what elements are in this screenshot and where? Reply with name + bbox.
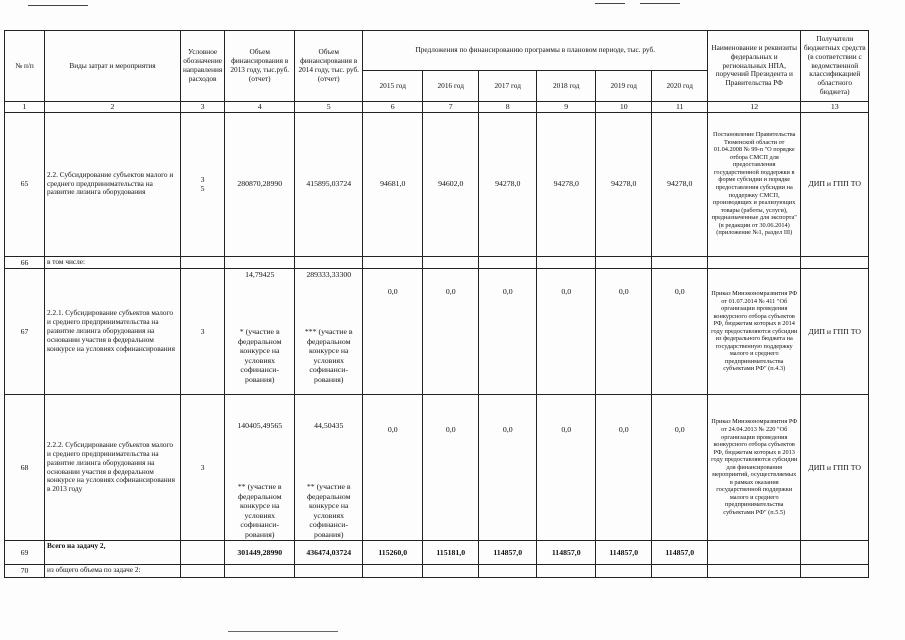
total-2014: 436474,03724 — [295, 541, 363, 565]
value-2015: 94681,0 — [363, 112, 423, 256]
header-year: 2016 год — [423, 71, 479, 102]
value-2014-amount: 44,50435 — [314, 421, 344, 430]
value-2018: 94278,0 — [537, 112, 596, 256]
value-2017: 0,0 — [479, 395, 537, 541]
row-number: 65 — [5, 112, 45, 256]
index-row — [5, 102, 869, 113]
index-cell: 8 — [479, 102, 537, 113]
value-2018: 0,0 — [537, 395, 596, 541]
row-title: 2.2.1. Субсидирование субъектов малого и среднего предпринимательства на развитие лизинга оборудования на основании участия в федеральном конкурсе на условиях софинансирования — [45, 269, 181, 395]
recipient: ДИП и ГПП ТО — [801, 395, 869, 541]
value-2016: 0,0 — [423, 395, 479, 541]
row-title: 2.2. Субсидирование субъектов малого и среднего предпринимательства на развитие лизинга оборудования — [45, 112, 181, 256]
row-title: Всего на задачу 2, — [45, 541, 181, 565]
table-row-69 — [5, 541, 869, 565]
index-cell: 7 — [423, 102, 479, 113]
financing-table — [4, 30, 869, 578]
total-2013: 301449,28990 — [225, 541, 295, 565]
row-number: 66 — [5, 256, 45, 269]
header-vol-2013: Объем финансирования в 2013 году, тыс.руб. (отчет) — [225, 31, 295, 102]
header-num: № п/п — [5, 31, 45, 102]
total-2016: 115181,0 — [423, 541, 479, 565]
value-2015: 0,0 — [363, 269, 423, 395]
cond-code: 3 — [200, 174, 205, 184]
recipient: ДИП и ГПП ТО — [801, 269, 869, 395]
npa-reference: Приказ Минэкономразвития РФ от 24.04.2013 № 220 "Об организации проведения конкурсного отбора субъектов РФ, бюджетам которых в 2013 году предоставляются субсидии для финансирования мероприятий, осуществляемых в рамках оказания государственной поддержки малого и среднего предпринимательства субъектами РФ" (п.5.5) — [708, 395, 801, 541]
row-number: 70 — [5, 565, 45, 578]
index-cell: 3 — [181, 102, 225, 113]
total-2018: 114857,0 — [537, 541, 596, 565]
value-2014: 415895,03724 — [295, 112, 363, 256]
row-cond: 3 — [181, 269, 225, 395]
table-row-65 — [5, 112, 869, 256]
header-types: Виды затрат и мероприятия — [45, 31, 181, 102]
value-2019: 94278,0 — [596, 112, 652, 256]
value-2013-note: * (участие в федеральном конкурсе на условиях софинанси-рования) — [237, 327, 282, 384]
value-2015: 0,0 — [363, 395, 423, 541]
value-2020: 0,0 — [652, 395, 708, 541]
header-vol-2014: Объем финансирования в 2014 году, тыс. руб. (отчет) — [295, 31, 363, 102]
value-2017: 94278,0 — [479, 112, 537, 256]
total-2020: 114857,0 — [652, 541, 708, 565]
scan-mark — [640, 3, 680, 4]
table-row-67 — [5, 269, 869, 395]
row-cond — [181, 112, 225, 256]
row-number: 67 — [5, 269, 45, 395]
header-row — [5, 31, 869, 71]
value-2013: 280870,28990 — [225, 112, 295, 256]
value-2014 — [295, 395, 363, 541]
index-cell: 10 — [596, 102, 652, 113]
value-2016: 0,0 — [423, 269, 479, 395]
row-cond: 3 — [181, 395, 225, 541]
total-2015: 115260,0 — [363, 541, 423, 565]
header-cond: Условное обозначение направления расходов — [181, 31, 225, 102]
value-2020: 0,0 — [652, 269, 708, 395]
index-cell: 5 — [295, 102, 363, 113]
value-2014-note: *** (участие в федеральном конкурсе на условиях софинанси-рования) — [304, 327, 353, 384]
header-proposals: Предложения по финансированию программы в плановом периоде, тыс. руб. — [363, 31, 708, 71]
value-2013-note: ** (участие в федеральном конкурсе на условиях софинанси-рования) — [237, 482, 282, 539]
index-cell: 6 — [363, 102, 423, 113]
table-row-68 — [5, 395, 869, 541]
value-2017: 0,0 — [479, 269, 537, 395]
index-cell: 1 — [5, 102, 45, 113]
header-recipients: Получатели бюджетных средств (в соответствии с ведомственной классификацией областного бюджета) — [801, 31, 869, 102]
value-2020: 94278,0 — [652, 112, 708, 256]
npa-reference: Постановление Правительства Тюменской области от 01.04.2008 № 99-п "О порядке отбора СМСП для предоставления государственной поддержки в форме субсидии и порядке предоставления субсидии на поддержку СМСП, производящих и реализующих товары (работы, услуги), предназначенные для экспорта" (в редакции от 30.06.2014) (приложение №1, раздел III) — [708, 112, 801, 256]
index-cell: 9 — [537, 102, 596, 113]
header-year: 2017 год — [479, 71, 537, 102]
index-cell: 4 — [225, 102, 295, 113]
row-number: 68 — [5, 395, 45, 541]
value-2014-amount: 289333,33300 — [306, 270, 352, 279]
value-2013 — [225, 395, 295, 541]
value-2013 — [225, 269, 295, 395]
index-cell: 2 — [45, 102, 181, 113]
table-row-70 — [5, 565, 869, 578]
row-title: из общего объема по задаче 2: — [45, 565, 181, 578]
row-number: 69 — [5, 541, 45, 565]
index-cell: 12 — [708, 102, 801, 113]
value-2014-note: ** (участие в федеральном конкурсе на условиях софинанси-рования) — [306, 482, 351, 539]
index-cell: 11 — [652, 102, 708, 113]
header-year: 2018 год — [537, 71, 596, 102]
header-year: 2019 год — [596, 71, 652, 102]
scan-mark — [595, 3, 625, 4]
value-2013-amount: 140405,49565 — [237, 421, 283, 430]
cond-code: 5 — [200, 184, 205, 193]
value-2016: 94602,0 — [423, 112, 479, 256]
recipient: ДИП и ГПП ТО — [801, 112, 869, 256]
header-year: 2015 год — [363, 71, 423, 102]
total-2017: 114857,0 — [479, 541, 537, 565]
value-2019: 0,0 — [596, 269, 652, 395]
npa-reference: Приказ Минэкономразвития РФ от 01.07.2014 № 411 "Об организации проведения конкурсного отбора субъектов РФ, бюджетам которых в 2014 году предоставляются субсидии из федерального бюджета на государственную поддержку малого и среднего предпринимательства субъектами РФ" (п.4.3) — [708, 269, 801, 395]
total-2019: 114857,0 — [596, 541, 652, 565]
table-row-66 — [5, 256, 869, 269]
row-title: 2.2.2. Субсидирование субъектов малого и среднего предпринимательства на развитие лизинга оборудования на основании участия в федеральном конкурсе на условиях софинансирования в 2013 году — [45, 395, 181, 541]
value-2013-amount: 14,79425 — [245, 270, 275, 279]
row-title: в том числе: — [45, 256, 181, 269]
value-2019: 0,0 — [596, 395, 652, 541]
scan-mark — [28, 5, 88, 6]
header-year: 2020 год — [652, 71, 708, 102]
value-2018: 0,0 — [537, 269, 596, 395]
scan-mark — [228, 631, 338, 632]
index-cell: 13 — [801, 102, 869, 113]
value-2014 — [295, 269, 363, 395]
header-npa: Наименование и реквизиты федеральных и региональных НПА, поручений Президента и Правительства РФ — [708, 31, 801, 102]
